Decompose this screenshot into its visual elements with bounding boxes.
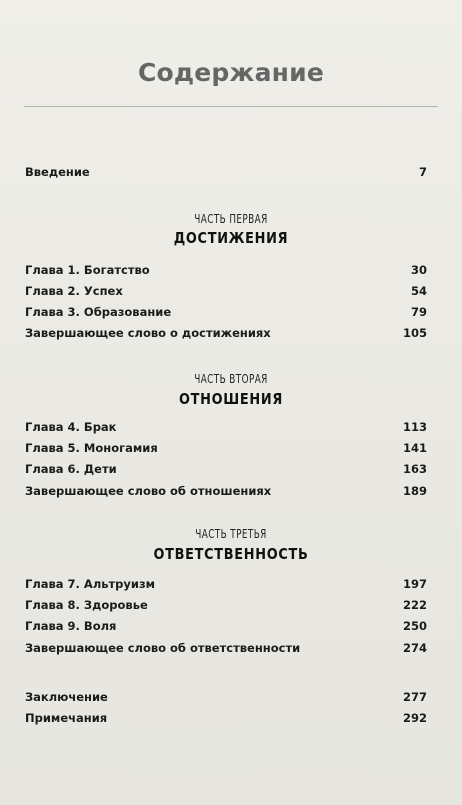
page-title: Содержание: [137, 58, 325, 87]
toc-entry-chapter-5[interactable]: [25, 439, 427, 457]
toc-entry-chapter-8[interactable]: [25, 596, 427, 614]
toc-entry-page: 197: [402, 577, 427, 591]
part-3-name: ОТВЕТСТВЕННОСТЬ: [153, 545, 309, 563]
toc-entry-page: 222: [402, 598, 427, 612]
toc-entry-page: 250: [402, 619, 427, 633]
toc-entry-label: Завершающее слово об ответственности: [25, 641, 301, 655]
toc-entry-label: Глава 4. Брак: [25, 420, 117, 434]
toc-entry-notes[interactable]: [25, 709, 427, 727]
toc-entry-introduction[interactable]: [25, 163, 427, 181]
toc-entry-page: 113: [402, 420, 427, 434]
title-divider: [24, 106, 438, 107]
toc-entry-conclusion[interactable]: [25, 688, 427, 706]
toc-entry-chapter-1[interactable]: [25, 261, 427, 279]
part-2-name: ОТНОШЕНИЯ: [178, 390, 284, 408]
toc-entry-label: Глава 7. Альтруизм: [25, 577, 156, 591]
toc-entry-afterword-1[interactable]: [25, 324, 427, 342]
toc-entry-page: 7: [418, 165, 427, 179]
toc-entry-label: Глава 8. Здоровье: [25, 598, 148, 612]
toc-entry-label: Глава 6. Дети: [25, 462, 117, 476]
toc-entry-afterword-3[interactable]: [25, 639, 427, 657]
toc-entry-afterword-2[interactable]: [25, 482, 427, 500]
toc-entry-label: Глава 3. Образование: [25, 305, 172, 319]
part-2-label: ЧАСТЬ ВТОРАЯ: [194, 372, 268, 386]
toc-entry-label: Глава 2. Успех: [25, 284, 123, 298]
toc-entry-label: Глава 1. Богатство: [25, 263, 150, 277]
part-1-label: ЧАСТЬ ПЕРВАЯ: [194, 212, 268, 226]
toc-entry-label: Глава 5. Моногамия: [25, 441, 158, 455]
toc-entry-page: 105: [402, 326, 427, 340]
toc-entry-page: 30: [410, 263, 427, 277]
toc-entry-label: Введение: [25, 165, 90, 179]
toc-entry-page: 79: [410, 305, 427, 319]
toc-entry-label: Заключение: [25, 690, 108, 704]
toc-entry-page: 277: [402, 690, 427, 704]
toc-entry-chapter-4[interactable]: [25, 418, 427, 436]
toc-entry-label: Примечания: [25, 711, 108, 725]
toc-entry-page: 189: [402, 484, 427, 498]
toc-entry-page: 141: [402, 441, 427, 455]
toc-entry-chapter-9[interactable]: [25, 617, 427, 635]
toc-entry-page: 274: [402, 641, 427, 655]
toc-entry-page: 54: [410, 284, 427, 298]
part-3-label: ЧАСТЬ ТРЕТЬЯ: [195, 527, 267, 541]
toc-entry-chapter-7[interactable]: [25, 575, 427, 593]
toc-entry-page: 292: [402, 711, 427, 725]
toc-entry-chapter-3[interactable]: [25, 303, 427, 321]
toc-entry-label: Завершающее слово о достижениях: [25, 326, 271, 340]
part-1-name: ДОСТИЖЕНИЯ: [173, 229, 289, 247]
toc-entry-label: Глава 9. Воля: [25, 619, 117, 633]
toc-entry-chapter-2[interactable]: [25, 282, 427, 300]
toc-entry-chapter-6[interactable]: [25, 460, 427, 478]
toc-entry-label: Завершающее слово об отношениях: [25, 484, 272, 498]
toc-entry-page: 163: [402, 462, 427, 476]
